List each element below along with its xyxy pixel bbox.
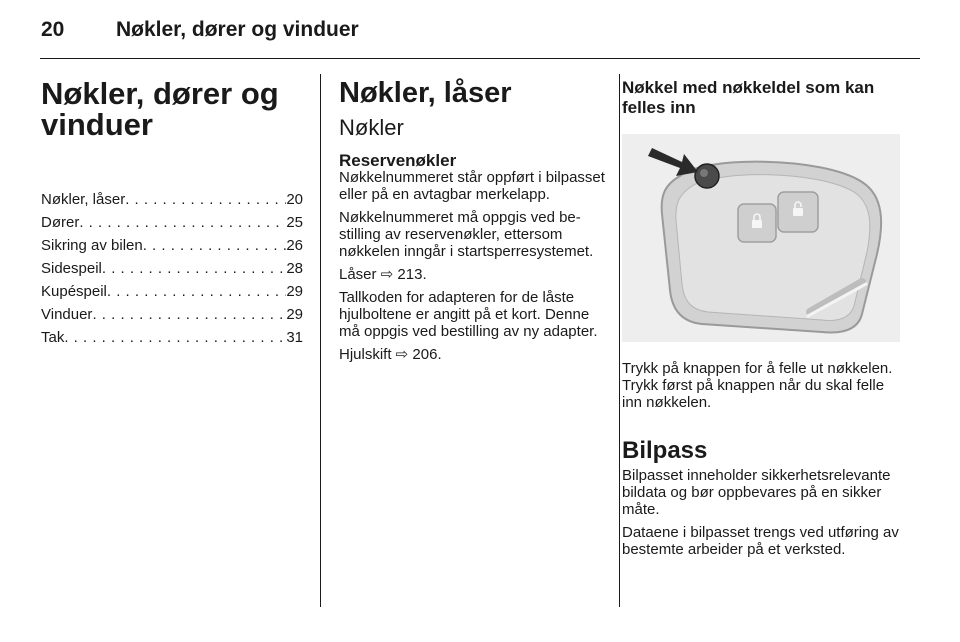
toc-entry-page: 31 — [286, 330, 303, 345]
chapter-title: Nøkler, dører og vinduer — [41, 76, 279, 142]
toc-entry-page: 29 — [286, 307, 303, 322]
toc-entry-page: 28 — [286, 261, 303, 276]
toc-leader — [64, 330, 286, 345]
toc-entry[interactable] — [41, 215, 303, 230]
car-pass-title: Bilpass — [622, 437, 708, 464]
toc-entry-label: Tak — [41, 330, 65, 345]
key-fob-image — [622, 134, 900, 342]
folding-key-heading: Nøkkel med nøkkeldel som kan felles inn — [622, 78, 875, 117]
paragraph: Nøkkelnummeret må oppgis ved bestilling av reservenøkler, ettersom nøkkelen inngår i startsperresystemet. — [339, 209, 594, 260]
paragraph: Bilpasset inneholder sikkerhetsrelevante bildata og bør oppbevares på en sikker måte. — [622, 467, 891, 518]
toc-leader — [107, 284, 286, 299]
cross-reference[interactable]: Hjulskift ⇨ 206. — [339, 346, 442, 363]
toc-leader — [125, 192, 286, 207]
toc-entry-label: Vinduer — [41, 307, 93, 322]
column-divider-2 — [619, 74, 620, 607]
running-header-title: Nøkler, dører og vinduer — [116, 18, 359, 41]
column-divider-1 — [320, 74, 321, 607]
toc-entry-label: Sidespeil — [41, 261, 102, 276]
toc-leader — [102, 261, 286, 276]
header-rule — [40, 58, 920, 59]
subsection-title: Nøkler — [339, 115, 404, 140]
chapter-column — [41, 78, 303, 353]
toc-leader — [143, 238, 287, 253]
toc-leader — [79, 215, 286, 230]
toc-entry-page: 20 — [286, 192, 303, 207]
toc-entry[interactable] — [41, 284, 303, 299]
toc-entry[interactable] — [41, 261, 303, 276]
folding-key-column — [622, 78, 904, 564]
paragraph: Dataene i bilpasset trengs ved utføring av bestemte arbeider på et verksted. — [622, 524, 899, 558]
toc-entry-page: 25 — [286, 215, 303, 230]
cross-reference[interactable]: Låser ⇨ 213. — [339, 266, 427, 283]
toc-leader — [92, 307, 286, 322]
page-number: 20 — [41, 18, 65, 41]
folding-key-illustration — [622, 134, 900, 342]
toc-entry[interactable] — [41, 330, 303, 345]
toc-entry[interactable] — [41, 238, 303, 253]
paragraph: Nøkkelnummeret står oppført i bilpasset eller på en avtagbar merkelapp. — [339, 169, 605, 203]
toc-entry[interactable] — [41, 307, 303, 322]
section-title: Nøkler, låser — [339, 77, 512, 109]
keys-column — [339, 78, 605, 369]
paragraph: Trykk på knappen for å felle ut nøkkelen. Trykk først på knappen når du skal felle inn nøkkelen. — [622, 360, 893, 411]
reserve-keys-heading: Reservenøkler — [339, 151, 457, 170]
toc-entry-label: Kupéspeil — [41, 284, 107, 299]
toc-entry[interactable] — [41, 192, 303, 207]
toc-entry-page: 26 — [286, 238, 303, 253]
toc-entry-label: Nøkler, låser — [41, 192, 126, 207]
toc-entry-label: Sikring av bilen — [41, 238, 143, 253]
paragraph: Tallkoden for adapteren for de låste hjulboltene er angitt på et kort. Denne må oppgis ved bestilling av ny adapter. — [339, 289, 598, 340]
toc-entry-label: Dører — [41, 215, 80, 230]
toc-entry-page: 29 — [286, 284, 303, 299]
table-of-contents — [41, 192, 303, 345]
